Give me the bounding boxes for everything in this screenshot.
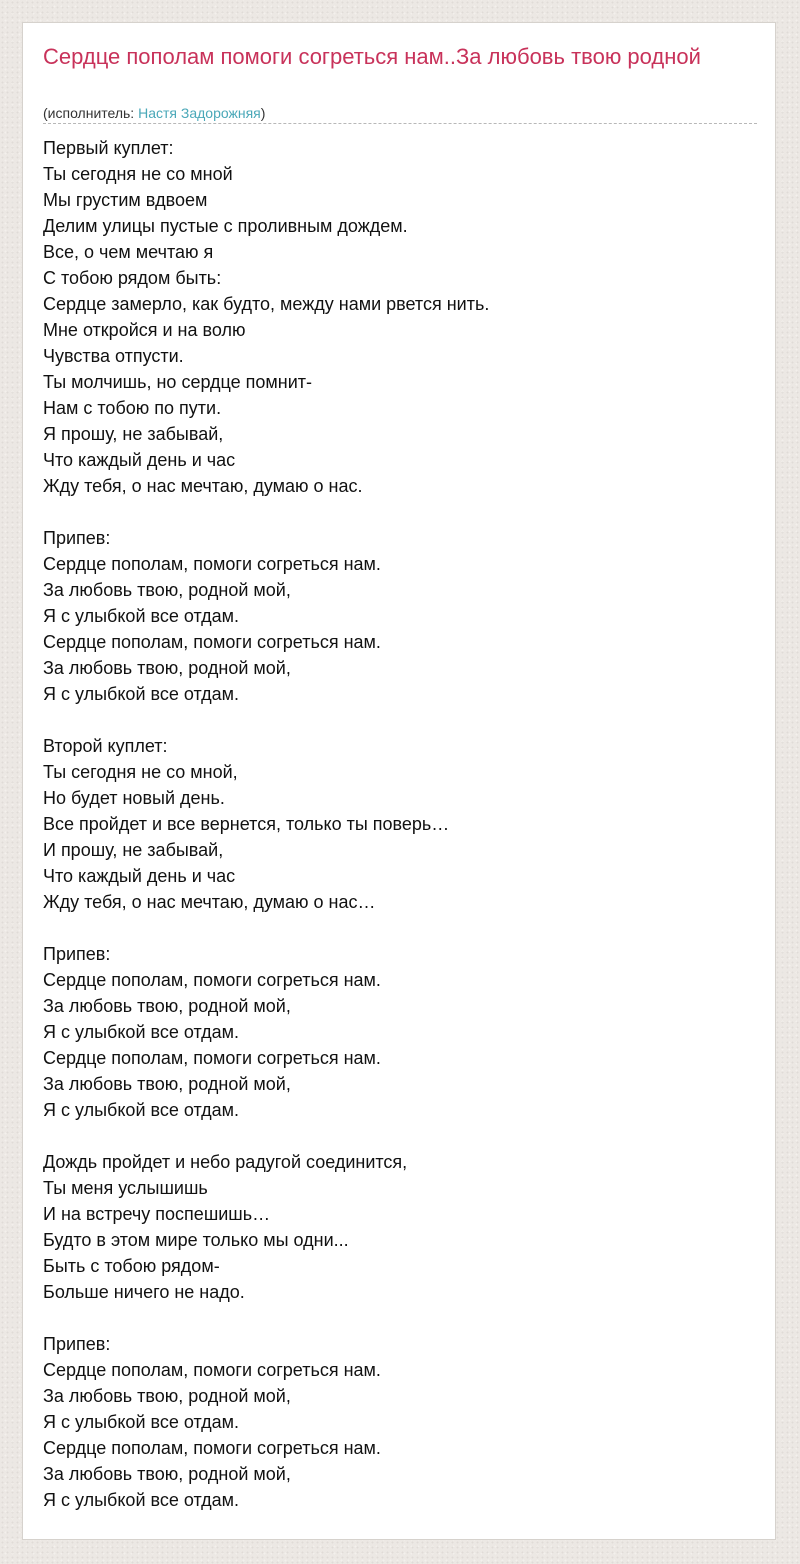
- lyrics-stanza: [43, 733, 757, 915]
- lyric-line: Что каждый день и час: [43, 450, 236, 470]
- lyric-line: За любовь твою, родной мой,: [43, 996, 291, 1016]
- lyrics-stanza: [43, 135, 757, 499]
- lyrics-stanza: [43, 1149, 757, 1305]
- artist-suffix: ): [260, 105, 266, 121]
- lyric-line: Припев:: [43, 528, 111, 548]
- lyric-line: Я с улыбкой все отдам.: [43, 606, 240, 626]
- lyric-line: Сердце пополам, помоги согреться нам.: [43, 1360, 381, 1380]
- lyric-line: С тобою рядом быть:: [43, 268, 222, 288]
- lyric-line: Я с улыбкой все отдам.: [43, 1022, 240, 1042]
- lyrics-stanza: [43, 525, 757, 707]
- lyrics-stanza: [43, 941, 757, 1123]
- lyric-line: Жду тебя, о нас мечтаю, думаю о нас…: [43, 892, 376, 912]
- lyric-line: Я с улыбкой все отдам.: [43, 1412, 240, 1432]
- lyric-line: Припев:: [43, 1334, 111, 1354]
- lyric-line: Второй куплет:: [43, 736, 168, 756]
- lyric-line: За любовь твою, родной мой,: [43, 580, 291, 600]
- lyric-line: За любовь твою, родной мой,: [43, 1386, 291, 1406]
- lyric-line: Но будет новый день.: [43, 788, 225, 808]
- lyric-line: Все пройдет и все вернется, только ты поверь…: [43, 814, 450, 834]
- lyric-line: И на встречу поспешишь…: [43, 1204, 271, 1224]
- lyric-line: Больше ничего не надо.: [43, 1282, 245, 1302]
- lyric-line: Я прошу, не забывай,: [43, 424, 224, 444]
- lyric-line: Быть с тобою рядом-: [43, 1256, 220, 1276]
- lyric-line: Что каждый день и час: [43, 866, 236, 886]
- lyrics-stanza: [43, 1331, 757, 1513]
- lyric-line: Я с улыбкой все отдам.: [43, 1490, 240, 1510]
- lyric-line: Дождь пройдет и небо радугой соединится,: [43, 1152, 408, 1172]
- lyric-line: Сердце пополам, помоги согреться нам.: [43, 970, 381, 990]
- lyric-line: Припев:: [43, 944, 111, 964]
- lyric-line: Ты меня услышишь: [43, 1178, 208, 1198]
- lyric-line: Ты молчишь, но сердце помнит-: [43, 372, 313, 392]
- lyric-line: Мне откройся и на волю: [43, 320, 246, 340]
- lyric-line: Сердце пополам, помоги согреться нам.: [43, 554, 381, 574]
- lyric-line: Будто в этом мире только мы одни...: [43, 1230, 349, 1250]
- lyric-line: Чувства отпусти.: [43, 346, 184, 366]
- lyric-line: Мы грустим вдвоем: [43, 190, 208, 210]
- lyric-line: Все, о чем мечтаю я: [43, 242, 214, 262]
- lyrics-body: [43, 135, 757, 1513]
- title-divider: [43, 123, 757, 124]
- lyric-line: И прошу, не забывай,: [43, 840, 224, 860]
- lyric-line: Первый куплет:: [43, 138, 174, 158]
- lyric-line: Жду тебя, о нас мечтаю, думаю о нас.: [43, 476, 363, 496]
- lyric-line: Сердце замерло, как будто, между нами рвется нить.: [43, 294, 490, 314]
- lyric-line: Я с улыбкой все отдам.: [43, 1100, 240, 1120]
- lyrics-card: [22, 22, 776, 1540]
- lyric-line: Нам с тобою по пути.: [43, 398, 222, 418]
- lyric-line: Я с улыбкой все отдам.: [43, 684, 240, 704]
- lyric-line: Сердце пополам, помоги согреться нам.: [43, 632, 381, 652]
- lyric-line: Ты сегодня не со мной,: [43, 762, 238, 782]
- lyric-line: За любовь твою, родной мой,: [43, 1074, 291, 1094]
- lyric-line: Сердце пополам, помоги согреться нам.: [43, 1048, 381, 1068]
- artist-prefix: (исполнитель:: [43, 105, 139, 121]
- artist-link[interactable]: Настя Задорожняя: [138, 105, 261, 121]
- artist-line: [43, 104, 265, 122]
- song-title: Сердце пополам помоги согреться нам..За любовь твою родной: [43, 44, 701, 69]
- lyric-line: За любовь твою, родной мой,: [43, 1464, 291, 1484]
- lyric-line: За любовь твою, родной мой,: [43, 658, 291, 678]
- lyric-line: Ты сегодня не со мной: [43, 164, 233, 184]
- lyric-line: Делим улицы пустые с проливным дождем.: [43, 216, 408, 236]
- lyric-line: Сердце пополам, помоги согреться нам.: [43, 1438, 381, 1458]
